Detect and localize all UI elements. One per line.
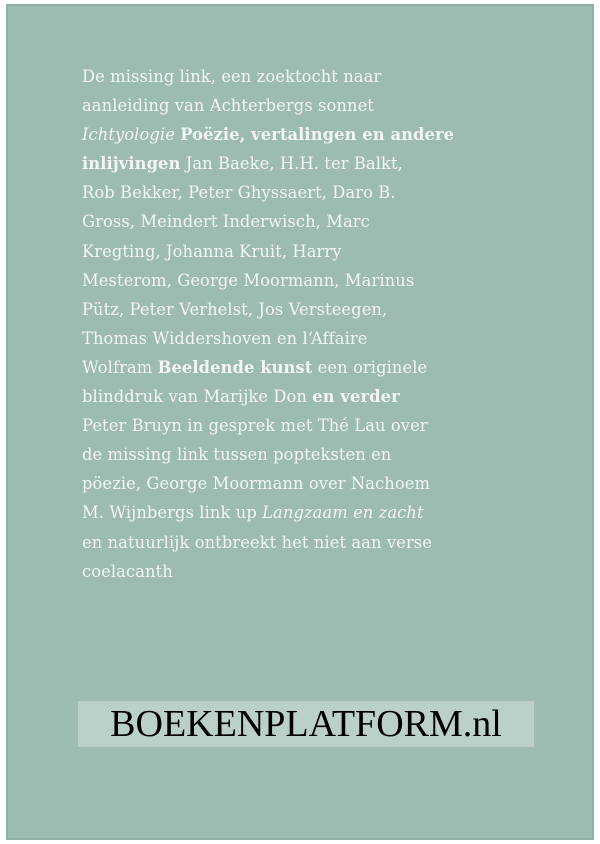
- blurb-line: Rob Bekker, Peter Ghyssaert, Daro B.: [82, 183, 396, 203]
- watermark-text: BOEKENPLATFORM.nl: [110, 703, 502, 745]
- title-langzaam-en-zacht: Langzaam en zacht: [262, 503, 424, 523]
- blurb-line: Pütz, Peter Verhelst, Jos Versteegen,: [82, 299, 388, 319]
- section-heading-beeldende-kunst: Beeldende kunst: [157, 357, 313, 377]
- blurb-line: [82, 120, 522, 149]
- blurb-line: coelacanth: [82, 561, 173, 581]
- blurb-line: Gross, Meindert Inderwisch, Marc: [82, 212, 370, 232]
- book-back-cover: [6, 4, 594, 840]
- blurb-line: Kregting, Johanna Kruit, Harry: [82, 241, 342, 261]
- blurb-line: Thomas Widdershoven en l‘Affaire: [82, 328, 368, 348]
- back-cover-blurb: [82, 62, 522, 586]
- blurb-line: en natuurlijk ontbreekt het niet aan verse: [82, 532, 432, 552]
- blurb-line: De missing link, een zoektocht naar: [82, 67, 382, 86]
- section-heading-poezie: Poëzie, vertalingen en andere: [180, 125, 455, 145]
- blurb-line: inlijvingen Jan Baeke, H.H. ter Balkt,: [82, 154, 403, 174]
- blurb-line: M. Wijnbergs link up Langzaam en zacht: [82, 503, 424, 523]
- section-heading-inlijvingen: inlijvingen: [82, 154, 181, 174]
- blurb-line: Mesterom, George Moormann, Marinus: [82, 270, 415, 290]
- blurb-line: aanleiding van Achterbergs sonnet: [82, 96, 374, 116]
- blurb-line: pöezie, George Moormann over Nachoem: [82, 474, 431, 494]
- blurb-line: de missing link tussen popteksten en: [82, 445, 392, 465]
- blurb-line: blinddruk van Marijke Don en verder: [82, 387, 400, 407]
- watermark-banner: [78, 701, 534, 747]
- title-ichtyologie: Ichtyologie: [82, 125, 175, 145]
- blurb-line: Wolfram Beeldende kunst een originele: [82, 357, 428, 377]
- section-heading-en-verder: en verder: [312, 387, 400, 407]
- blurb-line: Peter Bruyn in gesprek met Thé Lau over: [82, 416, 428, 436]
